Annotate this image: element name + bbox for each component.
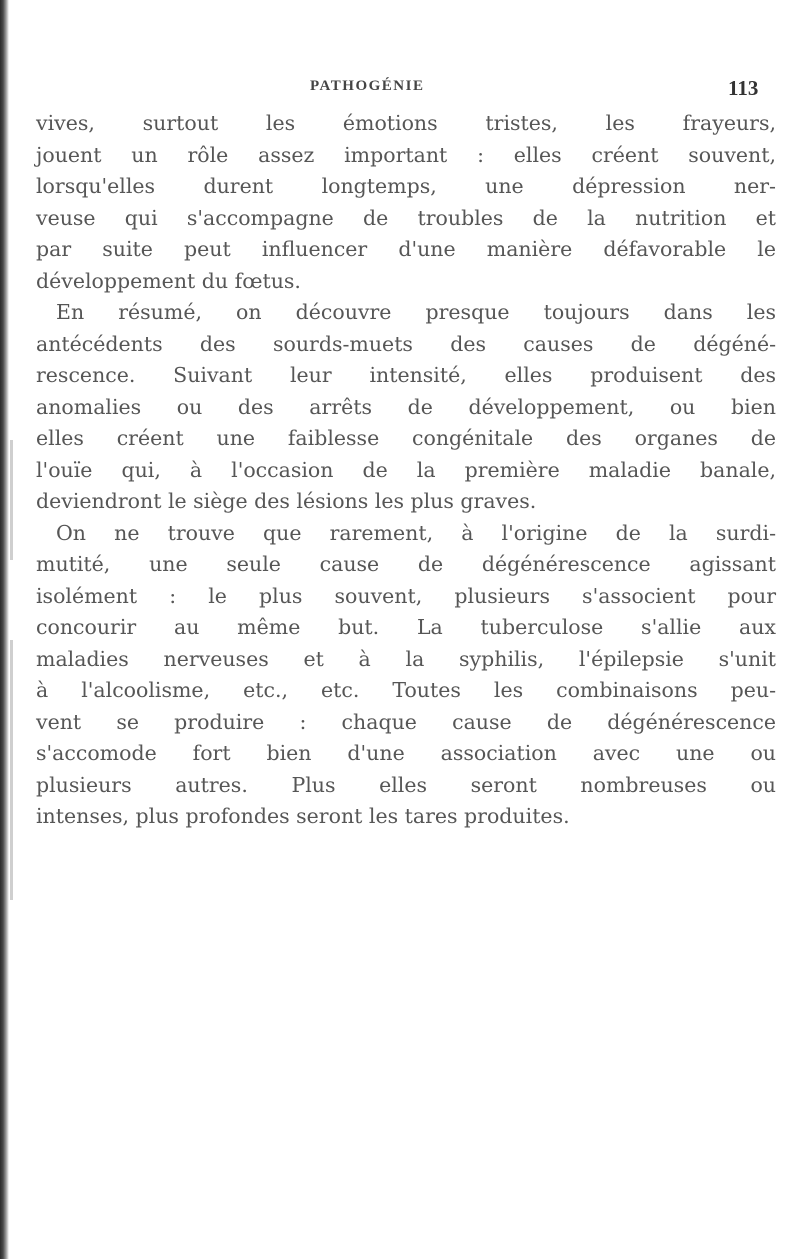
text-line: s'accomode fort bien d'une association avec une ou — [36, 741, 776, 765]
text-line: On ne trouve que rarement, à l'origine de la surdi- — [56, 520, 776, 545]
book-spine-edge — [0, 0, 9, 1259]
page-number: 113 — [728, 76, 759, 100]
text-line: En résumé, on découvre presque toujours dans les — [56, 300, 776, 324]
text-line: anomalies ou des arrêts de développement, ou bien — [36, 394, 776, 419]
text-line: vent se produire : chaque cause de dégénérescence — [36, 709, 776, 734]
spine-shadow — [10, 440, 13, 560]
text-line: deviendront le siège des lésions les plus graves. — [36, 489, 537, 513]
text-line: à l'alcoolisme, etc., etc. Toutes les combinaisons peu- — [36, 678, 776, 702]
text-line: lorsqu'elles durent longtemps, une dépression ner- — [36, 174, 776, 198]
text-line: plusieurs autres. Plus elles seront nombreuses ou — [36, 772, 776, 797]
text-line: veuse qui s'accompagne de troubles de la nutrition et — [36, 205, 776, 230]
text-line: rescence. Suivant leur intensité, elles produisent des — [36, 363, 776, 387]
text-line: jouent un rôle assez important : elles créent souvent, — [36, 142, 776, 167]
body-text — [36, 108, 776, 833]
text-line: maladies nerveuses et à la syphilis, l'épilepsie s'unit — [36, 646, 776, 671]
text-line: elles créent une faiblesse congénitale des organes de — [36, 426, 776, 450]
text-line: concourir au même but. La tuberculose s'allie aux — [36, 615, 776, 639]
text-line: isolément : le plus souvent, plusieurs s'associent pour — [36, 583, 776, 608]
text-line: l'ouïe qui, à l'occasion de la première maladie banale, — [36, 457, 776, 482]
spine-shadow — [10, 640, 13, 900]
text-line: développement du fœtus. — [36, 268, 301, 293]
text-line: antécédents des sourds-muets des causes de dégéné- — [36, 331, 776, 356]
text-line: par suite peut influencer d'une manière défavorable le — [36, 237, 776, 261]
text-line: intenses, plus profondes seront les tares produites. — [36, 804, 570, 828]
page-header — [0, 76, 800, 100]
text-line: mutité, une seule cause de dégénérescence agissant — [36, 552, 776, 576]
running-head: PATHOGÉNIE — [310, 78, 425, 94]
text-line: vives, surtout les émotions tristes, les frayeurs, — [36, 111, 776, 135]
